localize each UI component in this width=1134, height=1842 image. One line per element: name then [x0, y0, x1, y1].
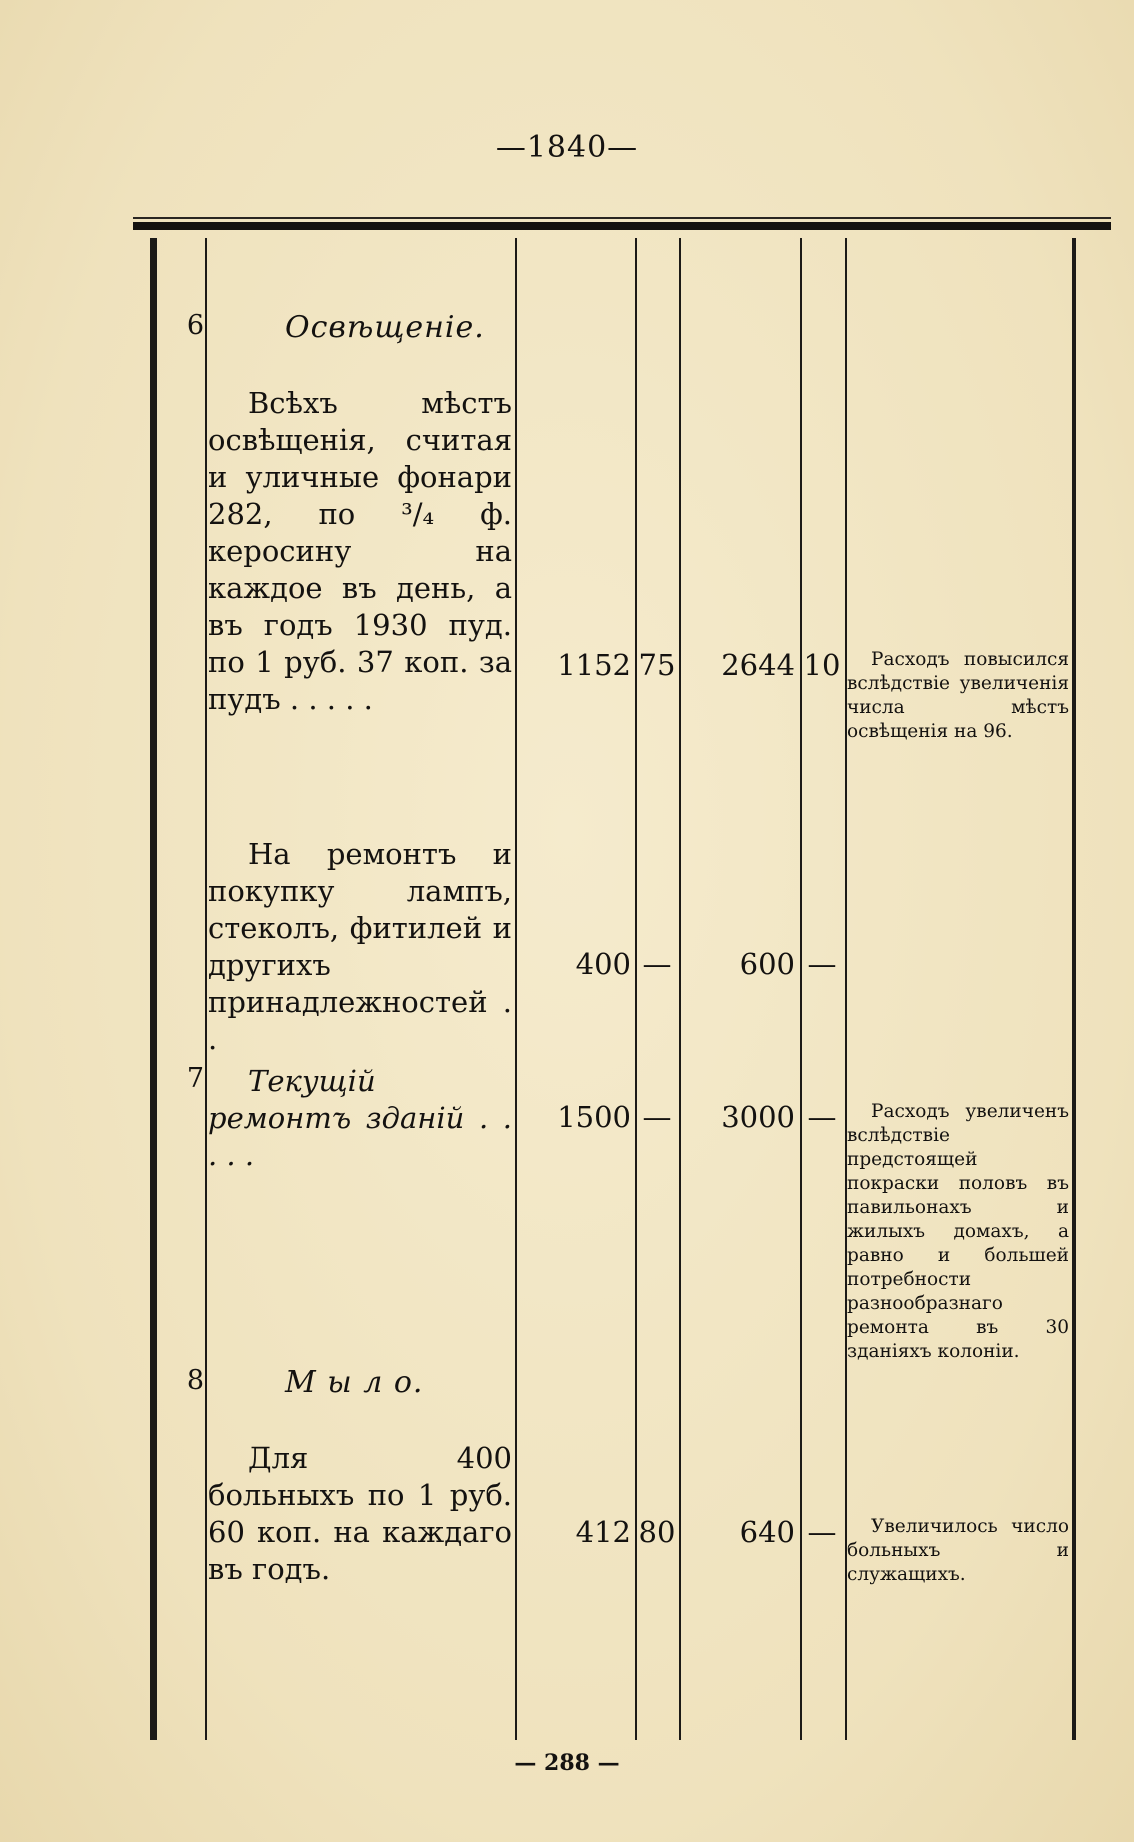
section-heading: Освѣщеніе.: [285, 310, 485, 345]
new-rubles: 2644: [721, 648, 795, 682]
item-description: [208, 836, 512, 1058]
note-text: Расходъ увеличенъ вслѣдствіе предстоящей покраски половъ въ павильонахъ и жилыхъ домахъ, а равно и большей потребности разнообразнаго ремонта въ 30 зданіяхъ колоніи.: [847, 1101, 1069, 1362]
prev-kopecks: —: [642, 947, 672, 981]
prev-rubles: 412: [575, 1515, 631, 1549]
item-description: [208, 385, 512, 718]
section-heading: М ы л о.: [285, 1365, 424, 1400]
new-rubles: 640: [739, 1515, 795, 1549]
prev-rubles: 400: [575, 947, 631, 981]
column-rule: [1072, 238, 1076, 1740]
item-text: Всѣхъ мѣстъ освѣщенія, считая и уличные фонари 282, по ³/₄ ф. керосину на каждое въ день, а въ годъ 1930 пуд. по 1 руб. 37 коп. за пудъ . . . . .: [208, 386, 512, 716]
item-text: Для 400 больныхъ по 1 руб. 60 коп. на каждаго въ годъ.: [208, 1441, 512, 1586]
new-rubles: 600: [739, 947, 795, 981]
top-rule-thin: [133, 217, 1111, 219]
section-heading-block: [208, 1063, 512, 1174]
top-rule: [133, 222, 1111, 230]
page-number: —1840—: [495, 130, 639, 165]
new-kopecks: —: [807, 947, 837, 981]
new-kopecks: —: [807, 1100, 837, 1134]
prev-kopecks: 80: [638, 1515, 676, 1549]
item-note: [847, 648, 1069, 744]
note-text: Увеличилось число больныхъ и служащихъ.: [847, 1516, 1069, 1585]
column-rule: [150, 238, 157, 1740]
new-kopecks: 10: [803, 648, 841, 682]
prev-kopecks: —: [642, 1100, 672, 1134]
section-number: 8: [186, 1365, 204, 1396]
prev-rubles: 1500: [557, 1100, 631, 1134]
item-note: [847, 1515, 1069, 1587]
section-heading: Текущій ремонтъ зданій . . . . .: [208, 1064, 512, 1172]
prev-kopecks: 75: [638, 648, 676, 682]
new-rubles: 3000: [721, 1100, 795, 1134]
note-text: Расходъ повысился вслѣдствіе увеличенія числа мѣстъ освѣщенія на 96.: [847, 649, 1069, 742]
section-number: 6: [186, 310, 204, 341]
section-number: 7: [186, 1063, 204, 1094]
prev-rubles: 1152: [557, 648, 631, 682]
footer-page-number: — 288 —: [514, 1750, 620, 1776]
item-description: [208, 1440, 512, 1588]
new-kopecks: —: [807, 1515, 837, 1549]
item-note: [847, 1100, 1069, 1364]
item-text: На ремонтъ и покупку лампъ, стеколъ, фитилей и другихъ принадлежностей . .: [208, 837, 512, 1056]
column-rule: [205, 238, 207, 1740]
